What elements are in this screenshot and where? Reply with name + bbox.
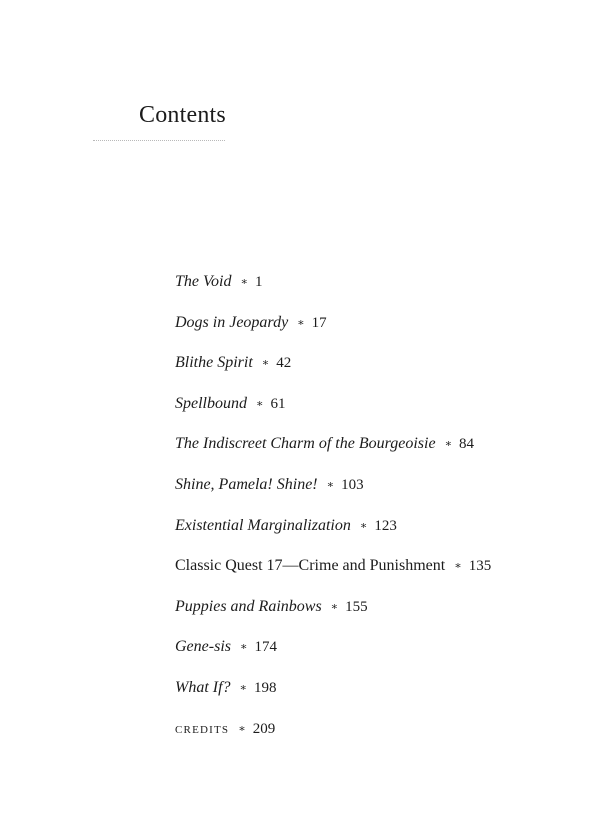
toc-entry-what-if[interactable] [175,674,491,715]
toc-entry-page: 123 [374,517,397,534]
toc-entry-title: Puppies and Rainbows [175,597,322,615]
toc-entry-title: Shine, Pamela! Shine! [175,475,318,493]
toc-entry-title: Classic Quest 17—Crime and Punishment [175,557,446,575]
toc-entry-title: The Indiscreet Charm of the Bourgeoisie [175,435,436,453]
heading-divider [93,140,225,141]
separator-asterisk-icon: ∗ [256,397,264,410]
separator-asterisk-icon: ∗ [238,722,246,735]
separator-asterisk-icon: ∗ [454,560,462,573]
toc-entry-title: The Void [175,273,232,290]
toc-entry-page: 84 [459,436,475,453]
toc-entry-puppies-and-rainbows[interactable] [175,593,491,634]
toc-entry-indiscreet-charm[interactable] [175,430,491,471]
toc-entry-dogs-in-jeopardy[interactable] [175,309,491,350]
separator-asterisk-icon: ∗ [297,316,305,329]
toc-entry-page: 209 [252,720,276,737]
separator-asterisk-icon: ∗ [359,519,368,532]
toc-entry-shine-pamela[interactable] [175,471,491,512]
toc-entry-title: Dogs in Jeopardy [175,313,289,331]
toc-entry-title: credits [175,720,230,737]
toc-entry-page: 17 [311,314,327,331]
toc-entry-page: 61 [270,395,286,412]
separator-asterisk-icon: ∗ [330,600,339,613]
toc-entry-title: Spellbound [175,394,247,412]
separator-asterisk-icon: ∗ [240,276,248,288]
contents-heading: Contents [139,102,226,128]
toc-entry-title: Existential Marginalization [175,516,351,534]
toc-entry-title: Blithe Spirit [175,354,253,372]
toc-entry-page: 155 [345,598,368,615]
toc-entry-page: 103 [341,476,364,493]
table-of-contents [175,268,491,755]
toc-entry-page: 42 [276,355,292,372]
toc-entry-existential-marginalization[interactable] [175,512,491,553]
toc-entry-page: 174 [254,639,277,656]
separator-asterisk-icon: ∗ [326,478,335,491]
toc-entry-classic-quest[interactable] [175,552,491,593]
toc-entry-page: 1 [254,274,263,290]
toc-entry-title: Gene-sis [175,638,231,656]
separator-asterisk-icon: ∗ [239,641,248,654]
toc-entry-the-void[interactable] [175,268,491,309]
toc-entry-gene-sis[interactable] [175,633,491,674]
toc-entry-page: 135 [468,558,492,575]
toc-entry-page: 198 [254,679,277,696]
toc-entry-title: What If? [175,678,231,696]
separator-asterisk-icon: ∗ [444,438,453,451]
toc-entry-credits[interactable] [175,715,491,756]
toc-entry-spellbound[interactable] [175,390,491,431]
toc-entry-blithe-spirit[interactable] [175,349,491,390]
separator-asterisk-icon: ∗ [239,681,248,694]
separator-asterisk-icon: ∗ [261,357,270,370]
